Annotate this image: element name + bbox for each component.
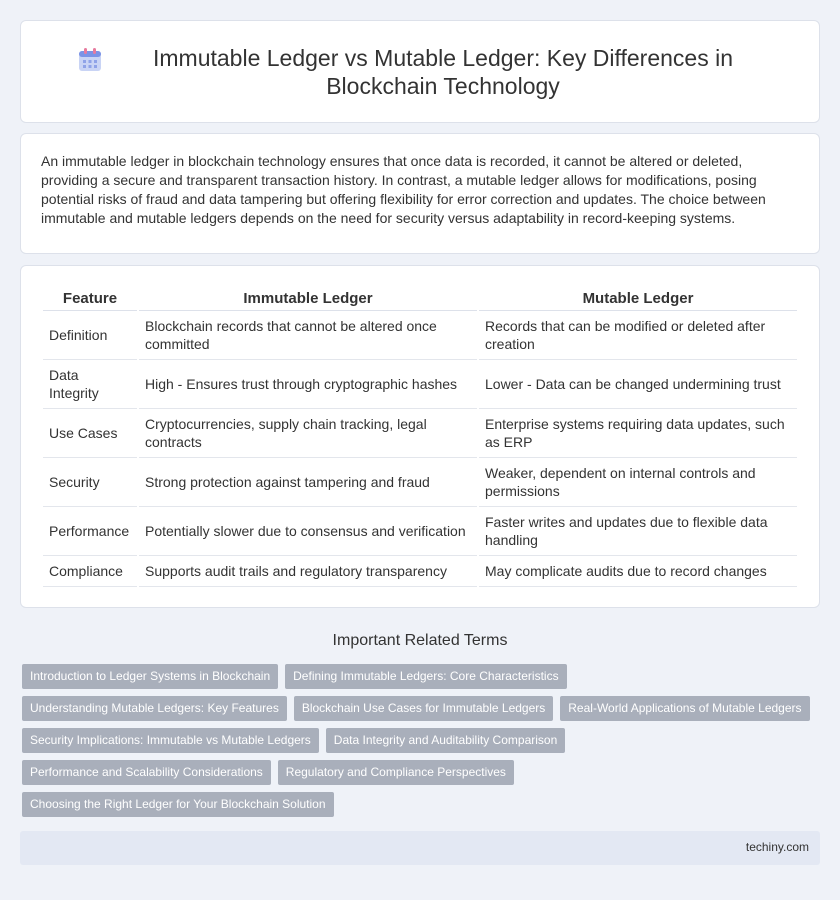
intro-text: An immutable ledger in blockchain technology ensures that once data is recorded, it cannot be altered or deleted, providing a secure and transparent transaction history. In contrast, a mutable ledger allows for modifications, posing potential risks of fraud and data tampering but offering flexibility for error correction and updates. The choice between immutable and mutable ledgers depends on the need for security versus adaptability in record-keeping systems. <box>41 153 766 226</box>
mutable-cell: May complicate audits due to record changes <box>479 556 797 587</box>
feature-cell: Performance <box>43 507 137 556</box>
related-term-tag[interactable]: Data Integrity and Auditability Comparison <box>326 728 565 753</box>
related-term-tag[interactable]: Real-World Applications of Mutable Ledgers <box>560 696 809 721</box>
mutable-cell: Weaker, dependent on internal controls and permissions <box>479 458 797 507</box>
related-term-tag[interactable]: Regulatory and Compliance Perspectives <box>278 760 514 785</box>
related-terms-list <box>22 664 820 824</box>
table-row <box>43 556 797 587</box>
mutable-cell: Lower - Data can be changed undermining trust <box>479 360 797 409</box>
related-term-tag[interactable]: Performance and Scalability Considerations <box>22 760 271 785</box>
table-row <box>43 311 797 360</box>
related-term-tag[interactable]: Understanding Mutable Ledgers: Key Features <box>22 696 287 721</box>
related-terms-title: Important Related Terms <box>332 632 508 649</box>
column-header-immutable: Immutable Ledger <box>139 286 477 311</box>
immutable-cell: Strong protection against tampering and fraud <box>139 458 477 507</box>
related-term-tag[interactable]: Security Implications: Immutable vs Mutable Ledgers <box>22 728 319 753</box>
footer-site-link[interactable]: techiny.com <box>745 840 809 854</box>
feature-cell: Security <box>43 458 137 507</box>
footer <box>20 831 820 865</box>
related-term-tag[interactable]: Choosing the Right Ledger for Your Blockchain Solution <box>22 792 334 817</box>
related-term-tag[interactable]: Defining Immutable Ledgers: Core Characteristics <box>285 664 566 689</box>
immutable-cell: Potentially slower due to consensus and verification <box>139 507 477 556</box>
mutable-cell: Records that can be modified or deleted after creation <box>479 311 797 360</box>
table-row <box>43 507 797 556</box>
feature-cell: Data Integrity <box>43 360 137 409</box>
immutable-cell: High - Ensures trust through cryptographic hashes <box>139 360 477 409</box>
calendar-icon <box>77 47 103 73</box>
feature-cell: Compliance <box>43 556 137 587</box>
related-term-tag[interactable]: Introduction to Ledger Systems in Blockchain <box>22 664 278 689</box>
immutable-cell: Blockchain records that cannot be altered once committed <box>139 311 477 360</box>
comparison-card <box>20 265 820 608</box>
table-row <box>43 360 797 409</box>
intro-card <box>20 133 820 254</box>
table-row <box>43 409 797 458</box>
column-header-feature: Feature <box>43 286 137 311</box>
related-term-tag[interactable]: Blockchain Use Cases for Immutable Ledgers <box>294 696 553 721</box>
comparison-table <box>41 286 799 587</box>
immutable-cell: Cryptocurrencies, supply chain tracking, legal contracts <box>139 409 477 458</box>
title-card <box>20 20 820 123</box>
immutable-cell: Supports audit trails and regulatory transparency <box>139 556 477 587</box>
feature-cell: Definition <box>43 311 137 360</box>
mutable-cell: Enterprise systems requiring data updates, such as ERP <box>479 409 797 458</box>
column-header-mutable: Mutable Ledger <box>479 286 797 311</box>
mutable-cell: Faster writes and updates due to flexible data handling <box>479 507 797 556</box>
feature-cell: Use Cases <box>43 409 137 458</box>
table-row <box>43 458 797 507</box>
page-title: Immutable Ledger vs Mutable Ledger: Key Differences in Blockchain Technology <box>153 44 733 99</box>
